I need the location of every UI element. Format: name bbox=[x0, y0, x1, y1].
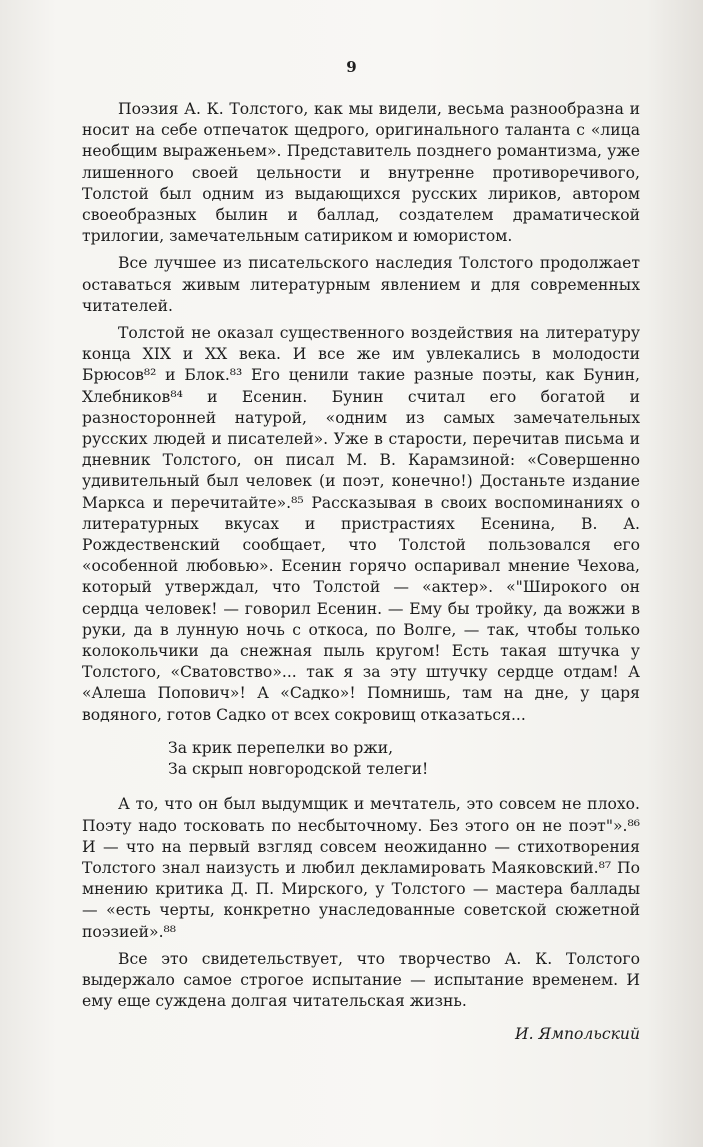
author-signature: И. Ямпольский bbox=[514, 1025, 640, 1044]
paragraph-3: Толстой не оказал существенного воздействия на литературу конца XIX и XX века. И все же им увлекались в молодости Брюсов⁸² и Блок.⁸³ Его ценили такие разные поэты, как Бунин, Хлебников⁸⁴ и Есенин. Бунин считал его богатой и разносторонней натурой, «одним из самых замечательных русских людей и писателей». Уже в старости, перечитав письма и дневник Толстого, он писал М. В. Карамзиной: «Совершенно удивительный был человек (и поэт, конечно!) Достаньте издание Маркса и перечитайте».⁸⁵ Рассказывая в своих воспоминаниях о литературных вкусах и пристрастиях Есенина, В. А. Рождественский сообщает, что Толстой пользовался его «особенной любовью». Есенин горячо оспаривал мнение Чехова, который утверждал, что Толстой — «актер». «"Широкого он сердца человек! — говорил Есенин. — Ему бы тройку, да вожжи в руки, да в лунную ночь с откоса, по Волге, — так, чтобы только колокольчики да снежная пыль кругом! Есть такая штучка у Толстого, «Сватовство»... так я за эту штучку сердце отдам! А «Алеша Попович»! А «Садко»! Помнишь, там на дне, у царя водяного, готов Садко от всех сокровищ отказаться... bbox=[82, 324, 640, 724]
article-body bbox=[82, 99, 640, 1046]
page-number: 9 bbox=[346, 58, 357, 76]
paragraph-5: Все это свидетельствует, что творчество А. К. Толстого выдержало самое строгое испытание — испытание временем. И ему еще суждена долгая читательская жизнь. bbox=[82, 949, 640, 1011]
paragraph-1: Поэзия А. К. Толстого, как мы видели, весьма разнообразна и носит на себе отпечаток щедрого, оригинального таланта с «лица необщим выраженьем». Представитель позднего романтизма, уже лишенного своей цельности и внутренне противоречивого, Толстой был одним из выдающихся русских лириков, автором своеобразных былин и баллад, создателем драматической трилогии, замечательным сатириком и юмористом. bbox=[82, 100, 640, 246]
verse-quote bbox=[82, 738, 640, 780]
paragraph-4: А то, что он был выдумщик и мечтатель, это совсем не плохо. Поэту надо тосковать по несбыточному. Без этого он не поэт"».⁸⁶ И — что на первый взгляд совсем неожиданно — стихотворения Толстого знал наизусть и любил декламировать Маяковский.⁸⁷ По мнению критика Д. П. Мирского, у Толстого — мастера баллады — «есть черты, конкретно унаследованные советской сюжетной поэзией».⁸⁸ bbox=[82, 795, 640, 941]
paragraph-2: Все лучшее из писательского наследия Толстого продолжает оставаться живым литературным явлением и для современных читателей. bbox=[82, 254, 640, 315]
verse-line-1: За крик перепелки во ржи, bbox=[168, 738, 394, 757]
verse-line-2: За скрып новгородской телеги! bbox=[168, 760, 429, 779]
